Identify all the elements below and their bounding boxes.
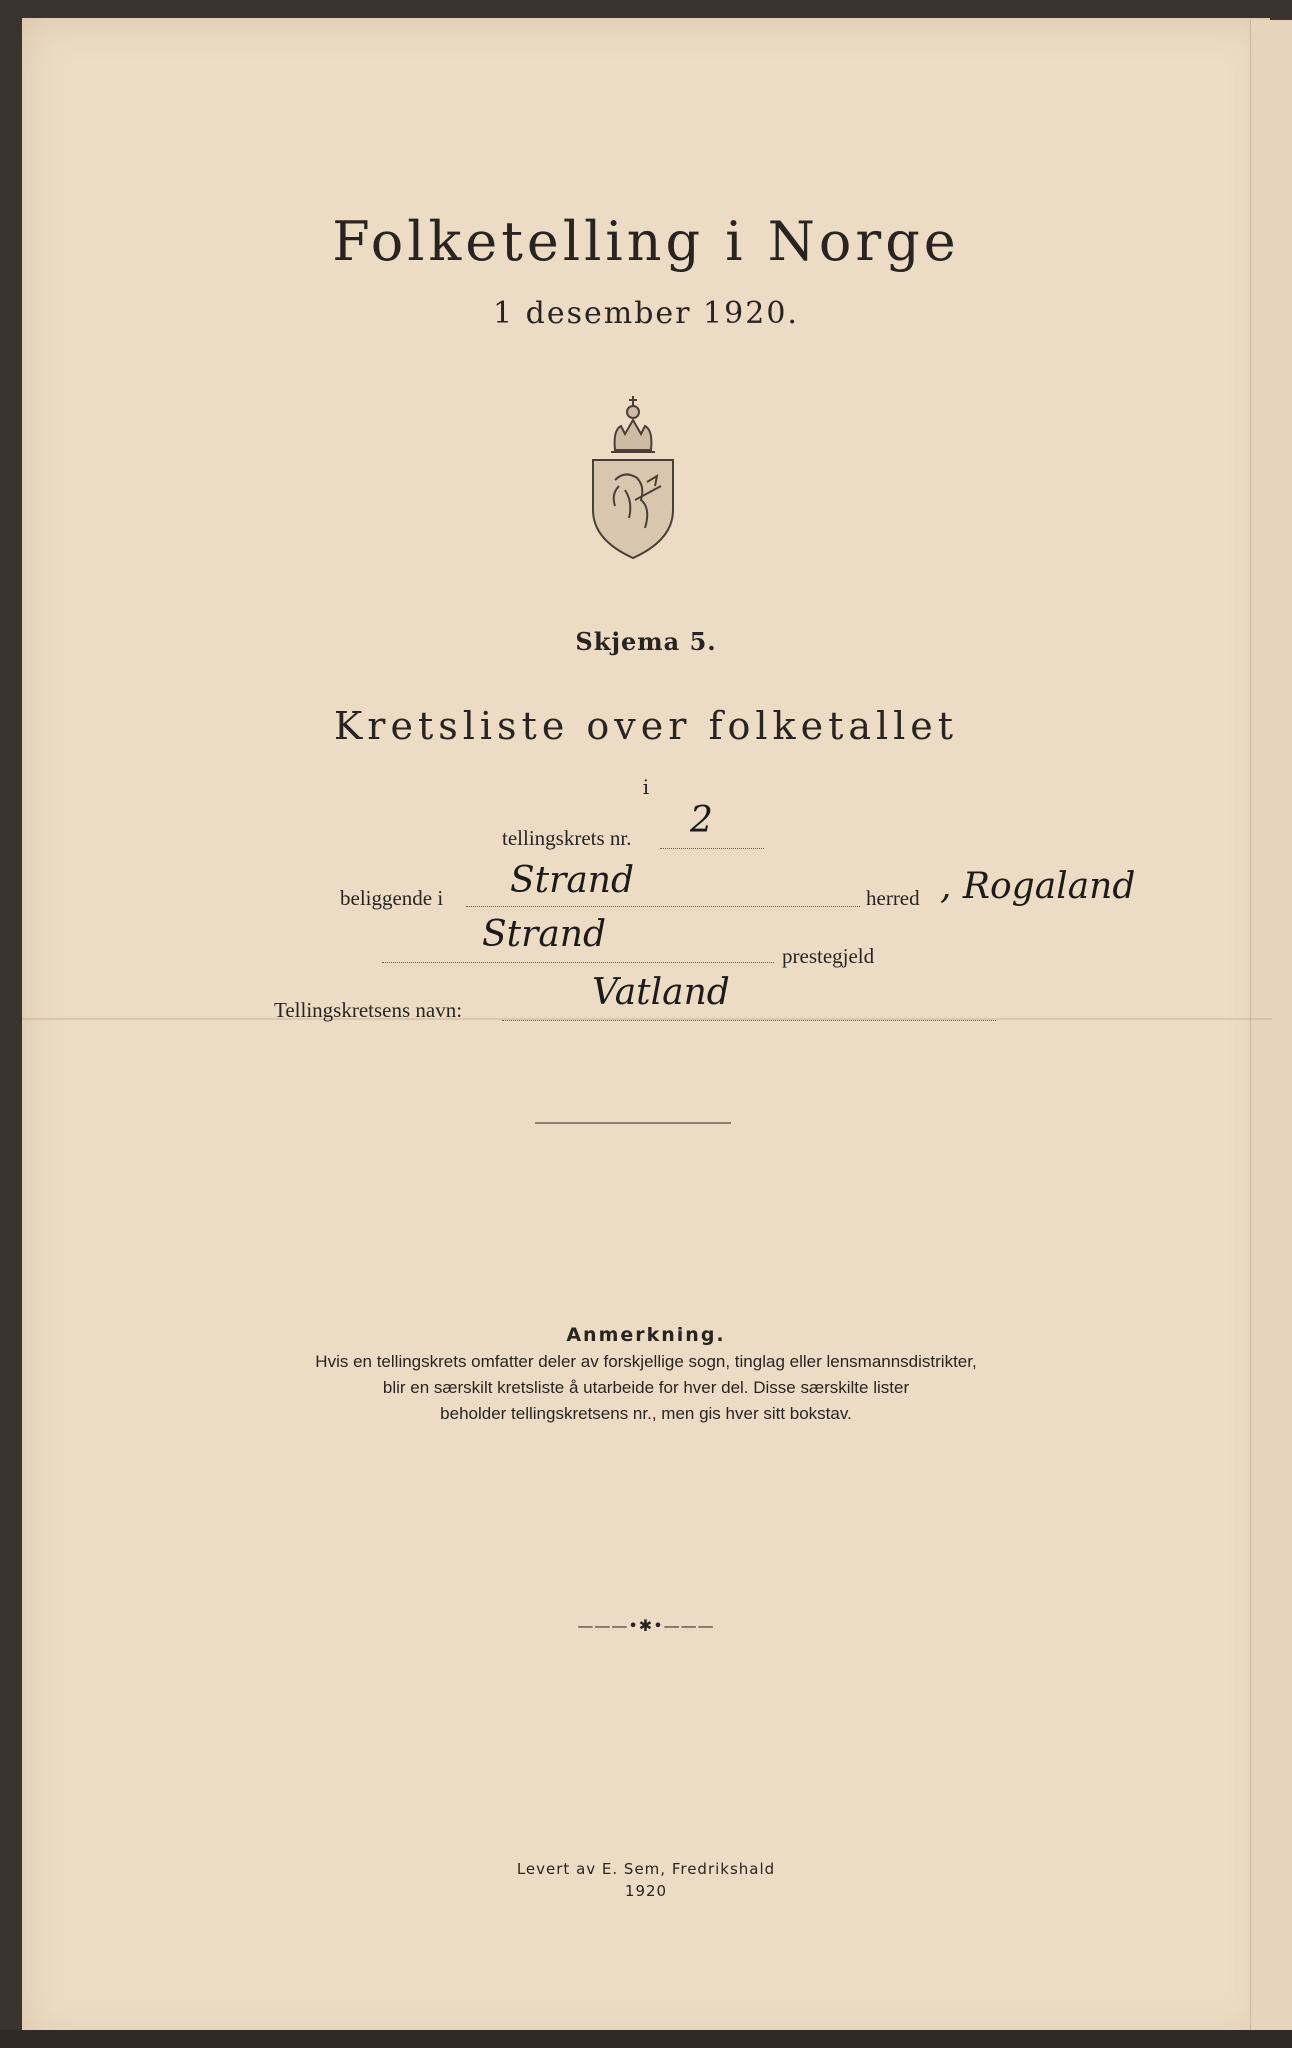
note-heading: Anmerkning. (566, 1324, 726, 1346)
district-number-value: 2 (690, 800, 713, 841)
schema-label: Skjema 5. (575, 627, 717, 656)
print-year: 1920 (624, 1882, 668, 1900)
document-title: Folketelling i Norge (332, 210, 960, 273)
parish-value: Strand (482, 914, 607, 955)
herred-label: herred (866, 886, 920, 910)
county-value: , Rogaland (940, 866, 1136, 907)
district-name-label: Tellingskretsens navn: (274, 998, 463, 1022)
herred-value: Strand (510, 860, 635, 901)
district-number-label: tellingskrets nr. (502, 826, 632, 850)
district-number-field[interactable] (660, 848, 764, 849)
note-line-2: blir en særskilt kretsliste å utarbeide for hver del. Disse særskilte lister (382, 1378, 910, 1397)
scan-border (0, 2030, 1292, 2048)
document-date: 1 desember 1920. (493, 296, 799, 331)
parish-label: prestegjeld (782, 944, 875, 968)
norway-lion-coat-of-arms-icon (585, 390, 681, 560)
parish-field[interactable] (382, 962, 774, 963)
district-name-value: Vatland (592, 972, 730, 1013)
located-in-label: beliggende i (340, 886, 444, 910)
printer-credit: Levert av E. Sem, Fredrikshald (516, 1860, 776, 1878)
connector-word: i (642, 775, 650, 799)
ornament-divider: ———•✱•——— (577, 1616, 715, 1635)
form-heading: Kretsliste over folketallet (333, 704, 959, 748)
note-line-3: beholder tellingskretsens nr., men gis hver sitt bokstav. (440, 1404, 852, 1423)
divider (535, 1122, 731, 1124)
herred-field[interactable] (466, 906, 860, 907)
district-name-field[interactable] (502, 1020, 996, 1021)
note-line-1: Hvis en tellingskrets omfatter deler av forskjellige sogn, tinglag eller lensmannsdistrikter, (315, 1352, 977, 1371)
